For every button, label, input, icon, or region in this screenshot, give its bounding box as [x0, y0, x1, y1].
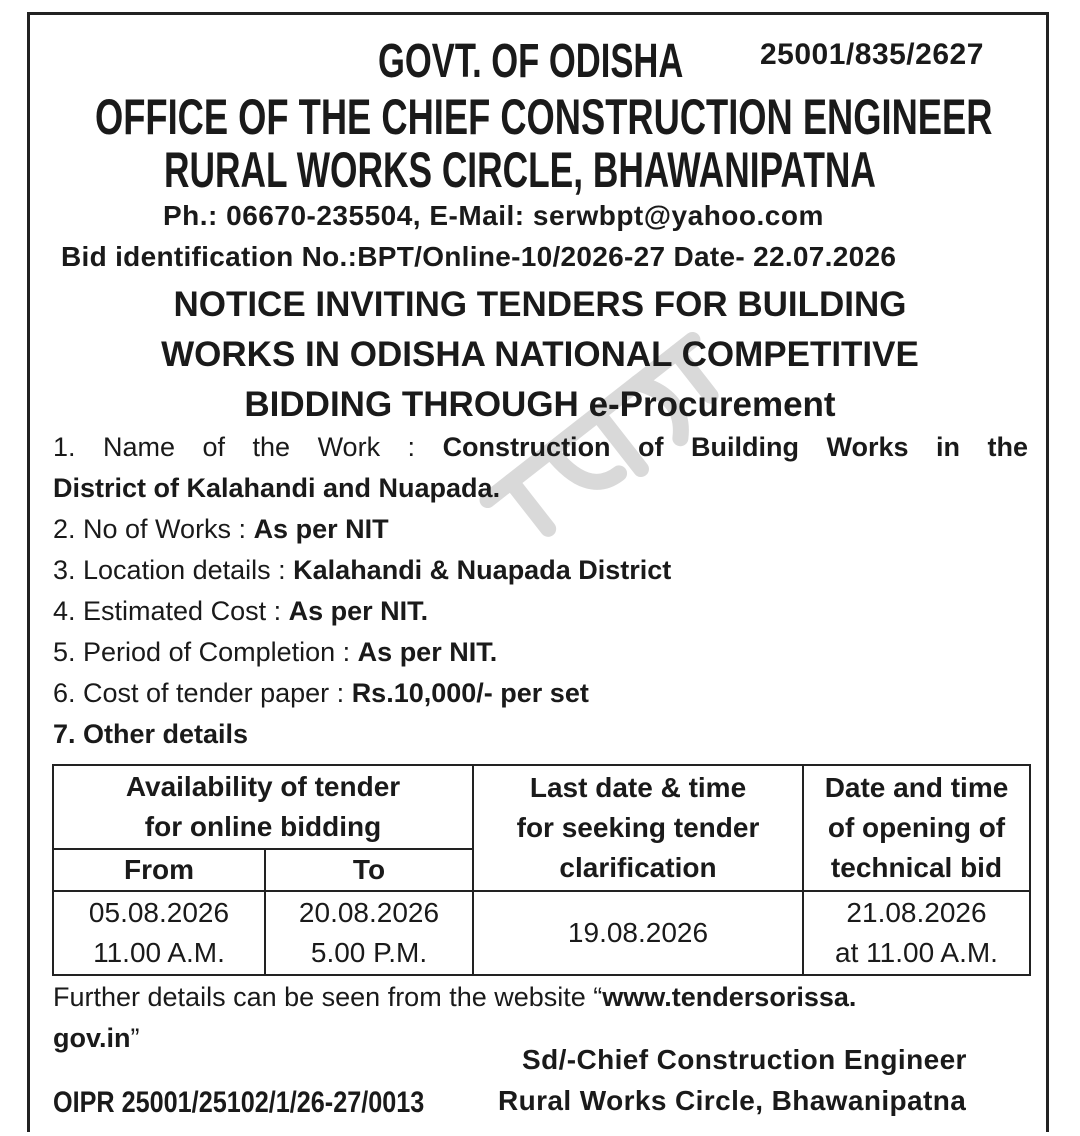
- cell-open-date: 21.08.2026: [846, 897, 987, 928]
- item-tender-paper-cost: [53, 678, 589, 709]
- signatory: Sd/-Chief Construction Engineer: [522, 1044, 967, 1075]
- item-location: [53, 555, 671, 586]
- notice-title-eprocurement: e-Procurement: [588, 385, 836, 424]
- item-estimated-cost: [53, 596, 428, 627]
- item-location-label: 3. Location details :: [53, 555, 294, 585]
- item-no-works-value: As per NIT: [253, 514, 389, 544]
- notice-title-line-2: WORKS IN ODISHA NATIONAL COMPETITIVE: [161, 335, 919, 374]
- item-period: [53, 637, 497, 668]
- notice-title-line-3: [0, 385, 1080, 425]
- header-last-line-2: for seeking tender: [516, 812, 760, 843]
- item-period-label: 5. Period of Completion :: [53, 637, 358, 667]
- further-details-cont: [53, 1023, 140, 1054]
- cell-last-date: 19.08.2026: [473, 891, 803, 975]
- contact-line: Ph.: 06670-235504, E-Mail: serwbpt@yahoo.com: [163, 200, 824, 231]
- cell-to: [265, 891, 473, 975]
- cell-open-time: at 11.00 A.M.: [835, 937, 998, 968]
- oipr-number: OIPR 25001/25102/1/26-27/0013: [53, 1086, 425, 1119]
- item-no-of-works: [53, 514, 389, 545]
- item-cost-value: As per NIT.: [288, 596, 429, 626]
- header-availability-line-2: for online bidding: [144, 811, 382, 842]
- schedule-table: [52, 764, 1031, 976]
- header-open-line-1: Date and time: [824, 772, 1009, 803]
- header-availability-line-1: Availability of tender: [125, 771, 401, 802]
- website-link-part-2[interactable]: gov.in: [53, 1023, 131, 1053]
- item-work-value: Construction of Building Works in the: [442, 432, 1028, 462]
- cell-from-time: 11.00 A.M.: [93, 937, 225, 968]
- item-cost-label: 4. Estimated Cost :: [53, 596, 289, 626]
- header-last-date: [473, 765, 803, 891]
- further-details-text: Further details can be seen from the website “: [53, 982, 603, 1012]
- item-paper-label: 6. Cost of tender paper :: [53, 678, 352, 708]
- notice-title-bidding: BIDDING THROUGH: [244, 385, 589, 424]
- item-work-label: 1. Name of the Work :: [53, 432, 443, 462]
- further-details: [53, 982, 856, 1013]
- cell-to-time: 5.00 P.M.: [310, 937, 428, 968]
- item-work-name: [53, 432, 1028, 463]
- item-paper-value: Rs.10,000/- per set: [351, 678, 589, 708]
- govt-heading: GOVT. OF ODISHA: [378, 35, 684, 88]
- signatory-circle: Rural Works Circle, Bhawanipatna: [498, 1085, 967, 1116]
- circle-heading: RURAL WORKS CIRCLE, BHAWANIPATNA: [164, 142, 876, 198]
- header-last-line-1: Last date & time: [529, 772, 747, 803]
- header-from: From: [53, 849, 265, 891]
- reference-number: 25001/835/2627: [760, 38, 984, 71]
- cell-to-date: 20.08.2026: [298, 897, 440, 928]
- close-quote: ”: [130, 1023, 140, 1053]
- notice-title-line-1: NOTICE INVITING TENDERS FOR BUILDING: [173, 285, 907, 324]
- item-work-name-cont: [53, 473, 500, 504]
- website-link-part-1[interactable]: www.tendersorissa.: [602, 982, 857, 1012]
- header-open-line-2: of opening of: [827, 812, 1006, 843]
- cell-from-date: 05.08.2026: [88, 897, 230, 928]
- item-no-works-label: 2. No of Works :: [53, 514, 254, 544]
- header-availability: [53, 765, 473, 849]
- item-location-value: Kalahandi & Nuapada District: [293, 555, 672, 585]
- header-to: To: [265, 849, 473, 891]
- cell-opening: [803, 891, 1030, 975]
- header-open-line-3: technical bid: [830, 852, 1003, 883]
- item-other-details: 7. Other details: [53, 719, 249, 749]
- header-last-line-3: clarification: [559, 852, 717, 883]
- cell-from: [53, 891, 265, 975]
- item-period-value: As per NIT.: [357, 637, 498, 667]
- bid-identification: Bid identification No.:BPT/Online-10/2026-27 Date- 22.07.2026: [61, 241, 897, 272]
- office-heading: OFFICE OF THE CHIEF CONSTRUCTION ENGINEER: [95, 89, 993, 145]
- header-opening: [803, 765, 1030, 891]
- item-work-value-2: District of Kalahandi and Nuapada.: [53, 473, 501, 503]
